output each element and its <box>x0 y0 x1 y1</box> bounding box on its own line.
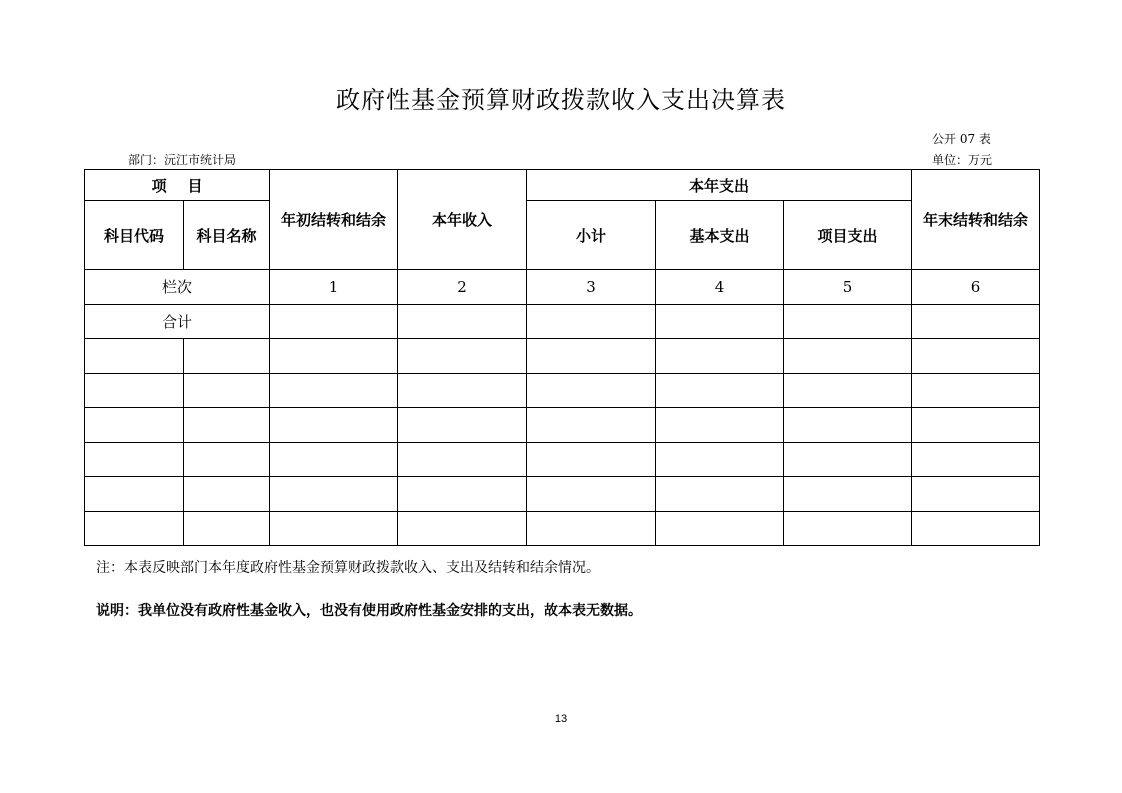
table-cell <box>912 442 1040 477</box>
budget-table <box>84 169 1040 546</box>
table-cell <box>784 511 912 546</box>
header-subject-code: 科目代码 <box>85 201 184 270</box>
column-number-1: 1 <box>270 270 398 305</box>
table-cell <box>398 511 527 546</box>
table-cell <box>85 477 184 512</box>
table-cell <box>527 339 656 374</box>
header-basic-expense: 基本支出 <box>656 201 784 270</box>
table-cell <box>784 477 912 512</box>
explanation-text: 说明：我单位没有政府性基金收入，也没有使用政府性基金安排的支出，故本表无数据。 <box>96 603 642 619</box>
table-cell <box>784 408 912 443</box>
table-cell <box>85 373 184 408</box>
table-cell <box>784 339 912 374</box>
row-total-label: 合计 <box>85 304 270 339</box>
table-cell <box>912 339 1040 374</box>
table-cell <box>184 373 270 408</box>
table-row <box>85 270 1040 305</box>
table-cell <box>784 304 912 339</box>
header-current-expense: 本年支出 <box>527 170 912 201</box>
table-cell <box>527 408 656 443</box>
table-cell <box>270 442 398 477</box>
table-row <box>85 442 1040 477</box>
table-cell <box>527 442 656 477</box>
column-number-2: 2 <box>398 270 527 305</box>
table-row <box>85 511 1040 546</box>
table-cell <box>184 511 270 546</box>
table-cell <box>656 477 784 512</box>
table-row <box>85 373 1040 408</box>
table-cell <box>912 477 1040 512</box>
table-cell <box>912 408 1040 443</box>
table-cell <box>398 373 527 408</box>
table-cell <box>527 477 656 512</box>
table-cell <box>912 304 1040 339</box>
header-closing-balance: 年末结转和结余 <box>912 170 1040 270</box>
table-cell <box>184 408 270 443</box>
table-note: 注：本表反映部门本年度政府性基金预算财政拨款收入、支出及结转和结余情况。 <box>96 560 600 576</box>
table-cell <box>656 339 784 374</box>
table-cell <box>184 477 270 512</box>
page-title: 政府性基金预算财政拨款收入支出决算表 <box>336 86 786 114</box>
table-cell <box>85 511 184 546</box>
table-cell <box>398 442 527 477</box>
table-cell <box>184 442 270 477</box>
table-cell <box>398 339 527 374</box>
table-cell <box>184 339 270 374</box>
table-cell <box>85 442 184 477</box>
table-cell <box>784 442 912 477</box>
table-row <box>85 408 1040 443</box>
table-cell <box>270 511 398 546</box>
table-cell <box>527 304 656 339</box>
table-cell <box>527 511 656 546</box>
form-number: 公开 07 表 <box>932 132 991 146</box>
table-row <box>85 304 1040 339</box>
table-row <box>85 477 1040 512</box>
table-cell <box>912 373 1040 408</box>
table-cell <box>656 442 784 477</box>
header-subtotal: 小计 <box>527 201 656 270</box>
table-row <box>85 339 1040 374</box>
table-cell <box>784 373 912 408</box>
header-project-expense: 项目支出 <box>784 201 912 270</box>
table-cell <box>656 511 784 546</box>
header-opening-balance: 年初结转和结余 <box>270 170 398 270</box>
table-cell <box>85 339 184 374</box>
table-cell <box>656 408 784 443</box>
table-cell <box>270 408 398 443</box>
column-number-6: 6 <box>912 270 1040 305</box>
table-cell <box>85 408 184 443</box>
table-cell <box>270 373 398 408</box>
department-label: 部门：沅江市统计局 <box>128 153 237 167</box>
page-number: 13 <box>554 713 568 725</box>
table-cell <box>398 304 527 339</box>
header-subject-name: 科目名称 <box>184 201 270 270</box>
column-number-3: 3 <box>527 270 656 305</box>
table-cell <box>270 477 398 512</box>
table-cell <box>527 373 656 408</box>
table-cell <box>912 511 1040 546</box>
table-cell <box>656 304 784 339</box>
table-cell <box>656 373 784 408</box>
row-column-no-label: 栏次 <box>85 270 270 305</box>
column-number-4: 4 <box>656 270 784 305</box>
table-cell <box>270 304 398 339</box>
header-current-income: 本年收入 <box>398 170 527 270</box>
table-cell <box>398 477 527 512</box>
unit-label: 单位：万元 <box>932 153 993 167</box>
table-cell <box>270 339 398 374</box>
table-cell <box>398 408 527 443</box>
header-item: 项 目 <box>85 170 270 201</box>
column-number-5: 5 <box>784 270 912 305</box>
